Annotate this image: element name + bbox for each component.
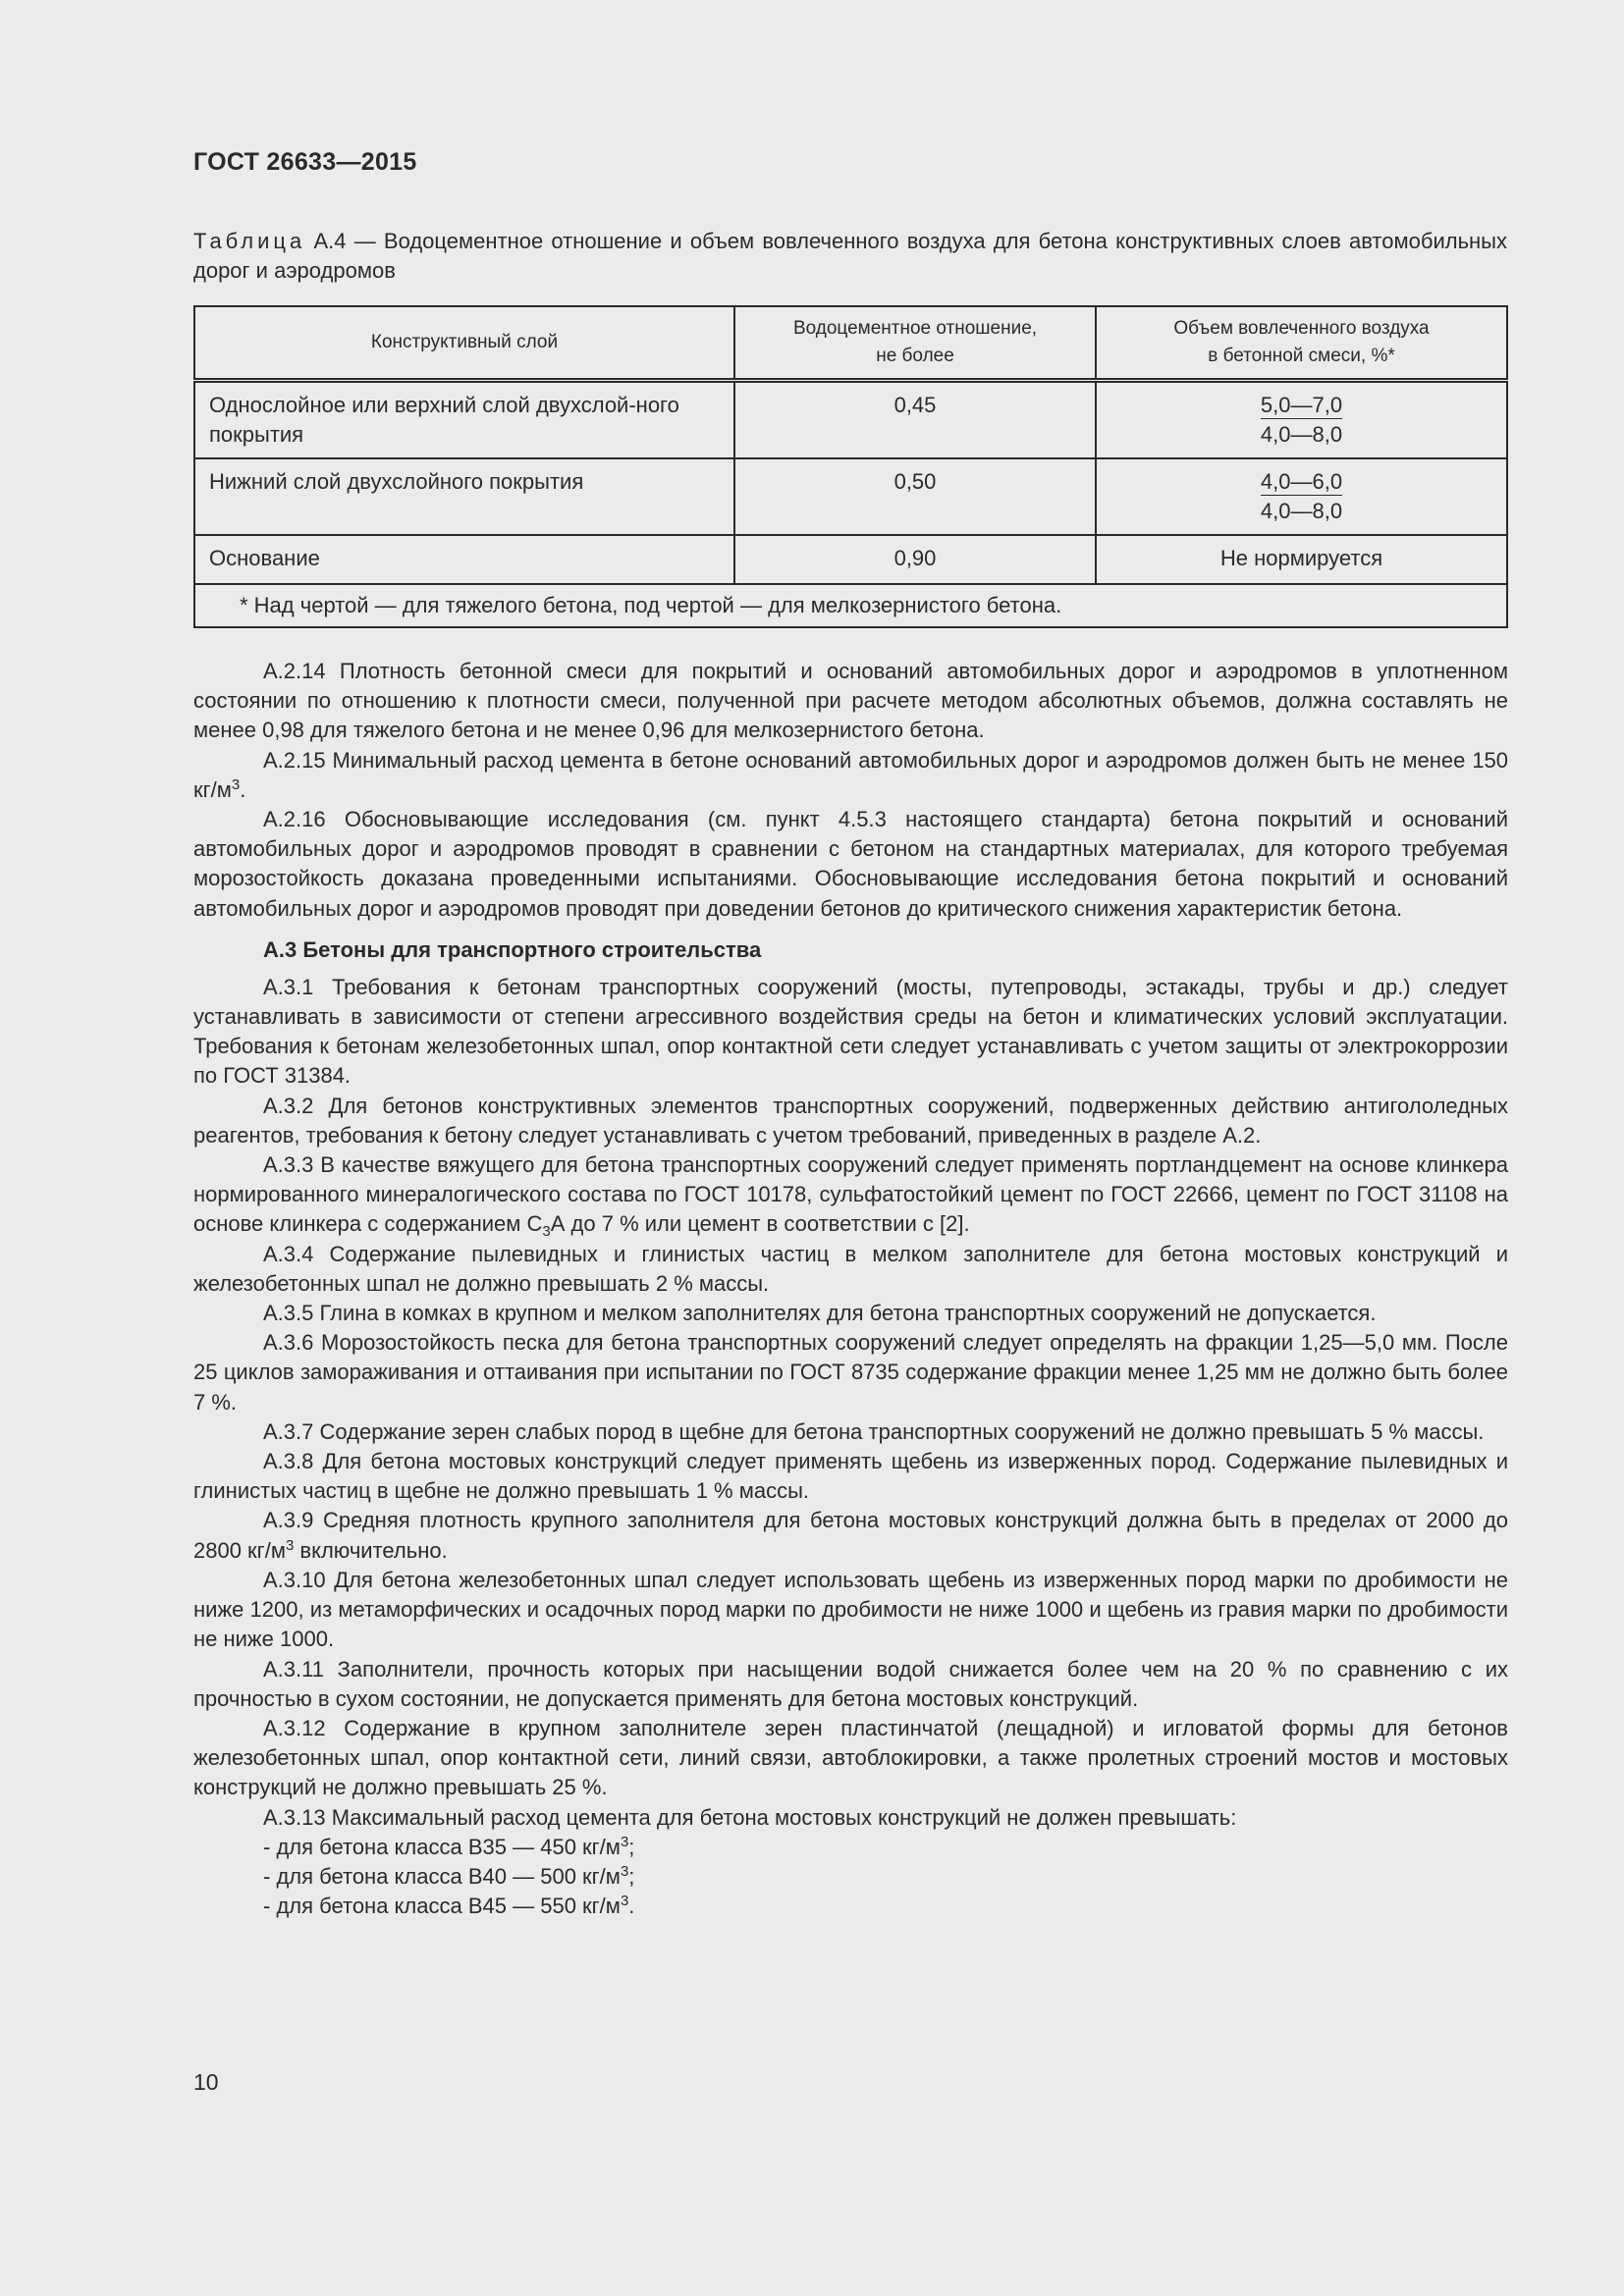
table-row xyxy=(194,458,1507,535)
table-footnote-row xyxy=(194,584,1507,627)
paragraph-a35: А.3.5 Глина в комках в крупном и мелком заполнителях для бетона транспортных сооружений не допускается. xyxy=(263,1301,1377,1326)
a39-sup: 3 xyxy=(285,1536,295,1554)
paragraph-a216: А.2.16 Обосновывающие исследования (см. пункт 4.5.3 настоящего стандарта) бетона покрытий и оснований автомобильных дорог и аэродромов проводят в сравнении с бетоном на стандартных материалах, для которого требуемая морозостойкость доказана проведенными испытаниями. Обосновывающие исследования бетона покрытий и оснований автомобильных дорог и аэродромов проводят при доведении бетонов до критического снижения характеристик бетона. xyxy=(193,807,1508,921)
caption-label: Таблица xyxy=(193,229,306,253)
table-row xyxy=(194,381,1507,459)
list-item-end: ; xyxy=(628,1863,635,1889)
table-header-row xyxy=(194,306,1507,381)
paragraph-a33 xyxy=(193,1150,1508,1240)
paragraph-a215 xyxy=(193,746,1508,805)
a33-text: А.3.3 В качестве вяжущего для бетона транспортных сооружений следует применять портландцемент на основе клинкера нормированного минералогического состава по ГОСТ 10178, сульфатостойкий цемент по ГОСТ 22666, цемент по ГОСТ 31108 на основе клинкера с содержанием С xyxy=(193,1152,1508,1237)
section-heading-a3: А.3 Бетоны для транспортного строительства xyxy=(263,936,762,962)
air-fine-value: 4,0—8,0 xyxy=(1260,499,1343,523)
col-header-wc-l2: не более xyxy=(876,346,954,366)
paragraph-a39 xyxy=(193,1506,1508,1565)
paragraph-a38: А.3.8 Для бетона мостовых конструкций следует применять щебень из изверженных пород. Содержание пылевидных и глинистых частиц в щебне не должно превышать 1 % массы. xyxy=(193,1449,1508,1504)
page-number: 10 xyxy=(193,2069,219,2095)
col-header-air xyxy=(1096,306,1507,381)
a39-end: включительно. xyxy=(294,1537,448,1563)
table-footnote: * Над чертой — для тяжелого бетона, под чертой — для мелкозернистого бетона. xyxy=(194,584,1507,627)
cell-layer: Нижний слой двухслойного покрытия xyxy=(194,458,734,535)
cell-wc: 0,90 xyxy=(734,535,1096,584)
list-item-sup: 3 xyxy=(620,1893,629,1910)
cell-layer: Однослойное или верхний слой двухслой-ного покрытия xyxy=(194,381,734,459)
air-heavy-value: 5,0—7,0 xyxy=(1260,393,1343,417)
a215-text: А.2.15 Минимальный расход цемента в бетоне оснований автомобильных дорог и аэродромов должен быть не менее 150 кг/м xyxy=(193,747,1508,802)
water-cement-table xyxy=(193,305,1508,628)
document-header: ГОСТ 26633—2015 xyxy=(193,148,417,176)
list-item-text: - для бетона класса В35 — 450 кг/м xyxy=(263,1834,621,1859)
cell-air xyxy=(1096,458,1507,535)
air-fine-value: 4,0—8,0 xyxy=(1260,422,1343,447)
list-item-end: ; xyxy=(628,1834,635,1859)
paragraph-a310: А.3.10 Для бетона железобетонных шпал следует использовать щебень из изверженных пород марки по дробимости не ниже 1200, из метаморфических и осадочных пород марки по дробимости не ниже 1000 и щебень из гравия марки по дробимости не ниже 1000. xyxy=(193,1567,1508,1652)
list-item-sup: 3 xyxy=(620,1862,629,1880)
paragraph-a32: А.3.2 Для бетонов конструктивных элементов транспортных сооружений, подверженных действию антигололедных реагентов, требования к бетону следует устанавливать с учетом требований, приведенных в разделе А.2. xyxy=(193,1093,1508,1148)
list-item xyxy=(193,1892,1508,1921)
a33-end: А до 7 % или цемент в соответствии с [2]. xyxy=(550,1211,970,1237)
document-body xyxy=(193,657,1508,1921)
col-header-wc xyxy=(734,306,1096,381)
paragraph-a37: А.3.7 Содержание зерен слабых пород в щебне для бетона транспортных сооружений не должно превышать 5 % массы. xyxy=(263,1418,1485,1444)
table-row xyxy=(194,535,1507,584)
paragraph-a313: А.3.13 Максимальный расход цемента для бетона мостовых конструкций не должен превышать: xyxy=(263,1804,1237,1830)
list-item-text: - для бетона класса В45 — 550 кг/м xyxy=(263,1894,621,1919)
cell-wc: 0,45 xyxy=(734,381,1096,459)
list-item-text: - для бетона класса В40 — 500 кг/м xyxy=(263,1863,621,1889)
caption-text: А.4 — Водоцементное отношение и объем вовлеченного воздуха для бетона конструктивных слоев автомобильных дорог и аэродромов xyxy=(193,229,1507,283)
cell-layer: Основание xyxy=(194,535,734,584)
paragraph-a311: А.3.11 Заполнители, прочность которых при насыщении водой снижается более чем на 20 % по сравнению с их прочностью в сухом состоянии, не допускается применять для бетона мостовых конструкций. xyxy=(193,1656,1508,1711)
cell-air xyxy=(1096,381,1507,459)
list-item-sup: 3 xyxy=(620,1833,629,1850)
col-header-air-l1: Объем вовлеченного воздуха xyxy=(1173,318,1430,339)
a33-sub: 3 xyxy=(542,1223,551,1241)
paragraph-a36: А.3.6 Морозостойкость песка для бетона транспортных сооружений следует определять на фракции 1,25—5,0 мм. После 25 циклов замораживания и оттаивания при испытании по ГОСТ 8735 содержание фракции менее 1,25 мм не должно быть более 7 %. xyxy=(193,1330,1508,1415)
list-item-end: . xyxy=(628,1894,635,1919)
a215-sup: 3 xyxy=(231,775,241,793)
list-item xyxy=(193,1833,1508,1862)
a39-text: А.3.9 Средняя плотность крупного заполнителя для бетона мостовых конструкций должна быть в пределах от 2000 до 2800 кг/м xyxy=(193,1508,1508,1563)
paragraph-a34: А.3.4 Содержание пылевидных и глинистых частиц в мелком заполнителе для бетона мостовых конструкций и железобетонных шпал не должно превышать 2 % массы. xyxy=(193,1241,1508,1296)
table-caption xyxy=(193,227,1507,286)
col-header-air-l2: в бетонной смеси, %* xyxy=(1208,346,1395,366)
col-header-wc-l1: Водоцементное отношение, xyxy=(792,318,1038,339)
paragraph-a312: А.3.12 Содержание в крупном заполнителе зерен пластинчатой (лещадной) и игловатой формы для бетонов железобетонных шпал, опор контактной сети, линий связи, автоблокировки, а также пролетных строений мостов и мостовых конструкций не должно превышать 25 %. xyxy=(193,1715,1508,1800)
cell-air: Не нормируется xyxy=(1096,535,1507,584)
cell-wc: 0,50 xyxy=(734,458,1096,535)
paragraph-a31: А.3.1 Требования к бетонам транспортных сооружений (мосты, путепроводы, эстакады, трубы и др.) следует устанавливать в зависимости от степени агрессивного воздействия среды на бетон и климатических условий эксплуатации. Требования к бетонам железобетонных шпал, опор контактной сети следует устанавливать с учетом защиты от электрокоррозии по ГОСТ 31384. xyxy=(193,974,1508,1089)
air-heavy-value: 4,0—6,0 xyxy=(1260,469,1343,494)
a215-end: . xyxy=(240,776,246,802)
list-item xyxy=(193,1862,1508,1892)
paragraph-a214: А.2.14 Плотность бетонной смеси для покрытий и оснований автомобильных дорог и аэродромов в уплотненном состоянии по отношению к плотности смеси, полученной при расчете методом абсолютных объемов, должна составлять не менее 0,98 для тяжелого бетона и не менее 0,96 для мелкозернистого бетона. xyxy=(193,659,1508,743)
col-header-layer: Конструктивный слой xyxy=(194,306,734,381)
